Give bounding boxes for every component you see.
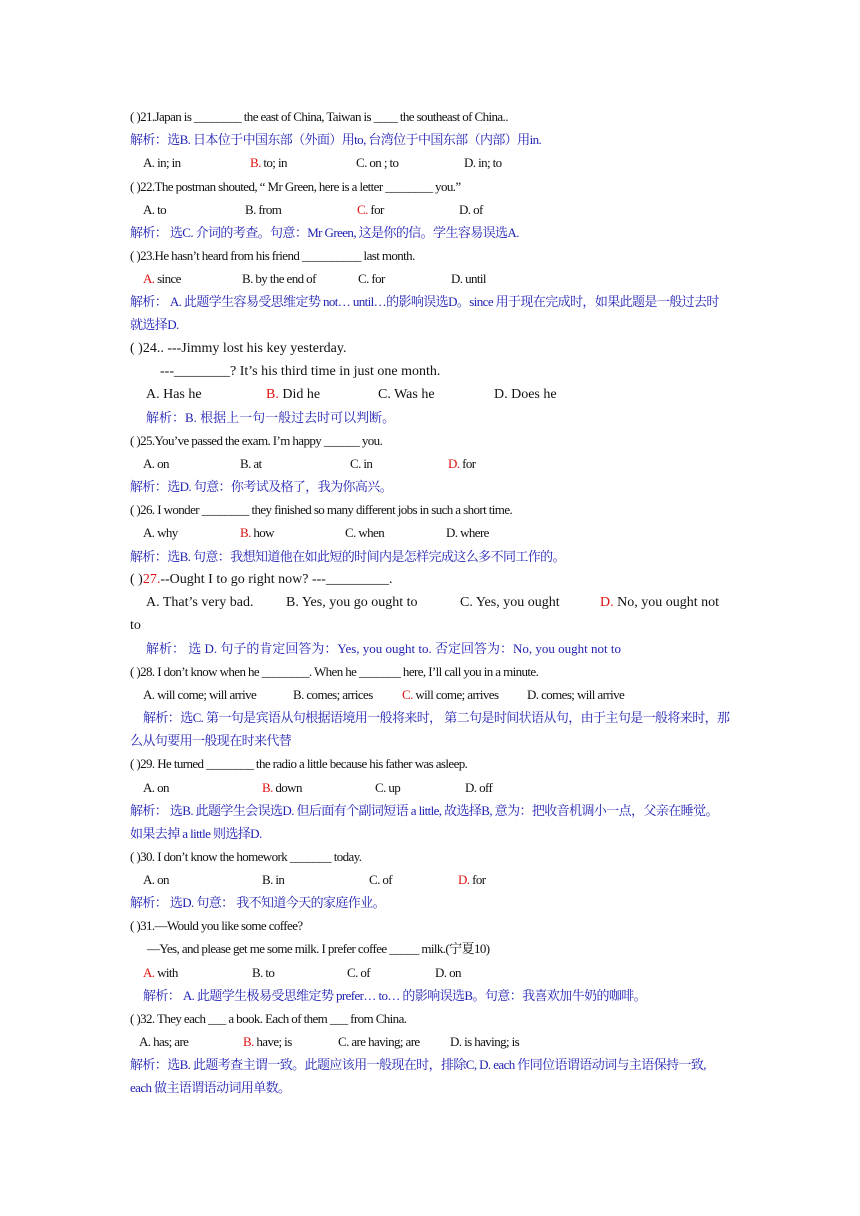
option-a: A. why <box>143 525 178 540</box>
option-c: C. are having; are <box>338 1034 420 1049</box>
option-d: D. for <box>458 872 486 887</box>
question-25-stem: ( )25.You’ve passed the exam. I’m happy ______ you. <box>130 433 383 448</box>
question-22-stem: ( )22.The postman shouted, “ Mr Green, here is a letter ________ you.” <box>130 179 461 194</box>
question-31-stem: ( )31.—Would you like some coffee? <box>130 918 303 933</box>
option-c: C. for <box>357 202 384 217</box>
question-26-options <box>0 521 860 544</box>
option-d: D. Does he <box>494 387 557 402</box>
option-c: C. when <box>345 525 385 540</box>
option-a: A. will come; will arrive <box>143 687 257 702</box>
question-27-options <box>0 591 860 614</box>
question-24-explanation: 解析：B. 根据上一句一般过去时可以判断。 <box>146 410 396 425</box>
option-a: A. That’s very bad. <box>146 595 254 610</box>
question-22-explanation: 解析： 选C. 介词的考查。句意：Mr Green, 这是你的信。学生容易误选A. <box>130 225 519 240</box>
option-c: C. on ; to <box>356 155 399 170</box>
option-c: C. in <box>350 456 373 471</box>
question-26-stem: ( )26. I wonder ________ they finished so many different jobs in such a short time. <box>130 502 513 517</box>
question-25-explanation: 解析：选D. 句意：你考试及格了，我为你高兴。 <box>130 479 393 494</box>
option-b: B. from <box>245 202 282 217</box>
option-b: B. in <box>262 872 285 887</box>
question-29-explanation: 解析： 选B. 此题学生会误选D. 但后面有个副词短语 a little, 故选择B, 意为：把收音机调小一点，父亲在睡觉。 <box>130 803 718 818</box>
option-d: D. where <box>446 525 489 540</box>
option-c: C. of <box>347 965 371 980</box>
option-d: D. is having; is <box>450 1034 520 1049</box>
question-30-stem: ( )30. I don’t know the homework _______ today. <box>130 849 362 864</box>
question-29-options <box>0 776 860 799</box>
option-d: D. on <box>435 965 461 980</box>
option-d: D. No, you ought not <box>600 595 720 610</box>
option-a: A. since <box>143 271 181 286</box>
question-26-explanation: 解析：选B. 句意：我想知道他在如此短的时间内是怎样完成这么多不同工作的。 <box>130 549 565 564</box>
question-27-options-wrap: to <box>130 618 141 633</box>
option-b: B. down <box>262 780 302 795</box>
option-b: B. Yes, you go ought to <box>286 595 418 610</box>
option-d: D. off <box>465 780 493 795</box>
option-c: C. will come; arrives <box>402 687 499 702</box>
option-a: A. on <box>143 872 169 887</box>
question-28-options <box>0 683 860 706</box>
option-a: A. in; in <box>143 155 181 170</box>
option-b: B. how <box>240 525 274 540</box>
option-c: C. Was he <box>378 387 435 402</box>
option-d: D. of <box>459 202 483 217</box>
question-24-options <box>0 383 860 406</box>
option-d: D. until <box>451 271 486 286</box>
question-27-stem: ( )27.--Ought I to go right now? ---_________. <box>130 572 393 587</box>
option-d: D. in; to <box>464 155 502 170</box>
question-24-stem-continued: ---________? It’s his third time in just one month. <box>160 364 441 379</box>
option-b: B. comes; arrices <box>293 687 373 702</box>
option-a: A. with <box>143 965 178 980</box>
option-c: C. of <box>369 872 393 887</box>
question-28-explanation: 解析：选C. 第一句是宾语从句根据语境用一般将来时， 第二句是时间状语从句，由于主句是一般将来时，那 <box>143 710 730 725</box>
option-a: A. on <box>143 456 169 471</box>
question-23-stem: ( )23.He hasn’t heard from his friend __________ last month. <box>130 248 415 263</box>
question-23-explanation: 解析： A. 此题学生容易受思维定势 not… until…的影响误选D。since 用于现在完成时，如果此题是一般过去时 <box>130 294 719 309</box>
option-b: B. at <box>240 456 262 471</box>
question-24-stem: ( )24.. ---Jimmy lost his key yesterday. <box>130 341 347 356</box>
question-31-options <box>0 961 860 984</box>
question-29-stem: ( )29. He turned ________ the radio a little because his father was asleep. <box>130 756 468 771</box>
question-32-options <box>0 1030 860 1053</box>
question-23-options <box>0 267 860 290</box>
option-c: C. Yes, you ought <box>460 595 560 610</box>
option-b: B. by the end of <box>242 271 316 286</box>
option-d: D. comes; will arrive <box>527 687 625 702</box>
question-32-explanation: 解析：选B. 此题考查主谓一致。此题应该用一般现在时，排除C, D. each 作同位语谓语动词与主语保持一致, <box>130 1057 706 1072</box>
question-23-explanation-continued: 就选择D. <box>130 317 179 332</box>
option-b: B. to <box>252 965 275 980</box>
option-c: C. for <box>358 271 385 286</box>
question-31-stem-continued: —Yes, and please get me some milk. I prefer coffee _____ milk.(宁夏10) <box>147 941 490 956</box>
question-25-options <box>0 452 860 475</box>
question-22-options <box>0 198 860 221</box>
question-32-stem: ( )32. They each ___ a book. Each of them ___ from China. <box>130 1011 407 1026</box>
option-d: D. for <box>448 456 476 471</box>
question-27-explanation: 解析： 选 D. 句子的肯定回答为：Yes, you ought to. 否定回答为：No, you ought not to <box>146 641 622 656</box>
option-a: A. on <box>143 780 169 795</box>
question-32-explanation-continued: each 做主语谓语动词用单数。 <box>130 1080 291 1095</box>
question-29-explanation-continued: 如果去掉 a little 则选择D. <box>130 826 262 841</box>
option-b: B. have; is <box>243 1034 292 1049</box>
option-b: B. Did he <box>266 387 321 402</box>
question-21-stem: ( )21.Japan is ________ the east of China, Taiwan is ____ the southeast of China.. <box>130 109 508 124</box>
question-28-stem: ( )28. I don’t know when he ________. When he _______ here, I’ll call you in a minute. <box>130 664 539 679</box>
question-30-options <box>0 868 860 891</box>
question-21-options <box>0 151 860 174</box>
option-c: C. up <box>375 780 401 795</box>
option-b: B. to; in <box>250 155 287 170</box>
option-a: A. has; are <box>139 1034 189 1049</box>
question-31-explanation: 解析： A. 此题学生极易受思维定势 prefer… to… 的影响误选B。句意：我喜欢加牛奶的咖啡。 <box>143 988 647 1003</box>
question-30-explanation: 解析： 选D. 句意： 我不知道今天的家庭作业。 <box>130 895 385 910</box>
option-a: A. to <box>143 202 167 217</box>
question-21-explanation: 解析：选B. 日本位于中国东部（外面）用to, 台湾位于中国东部（内部）用in. <box>130 132 542 147</box>
question-28-explanation-continued: 么从句要用一般现在时来代替 <box>130 733 292 748</box>
option-a: A. Has he <box>146 387 202 402</box>
